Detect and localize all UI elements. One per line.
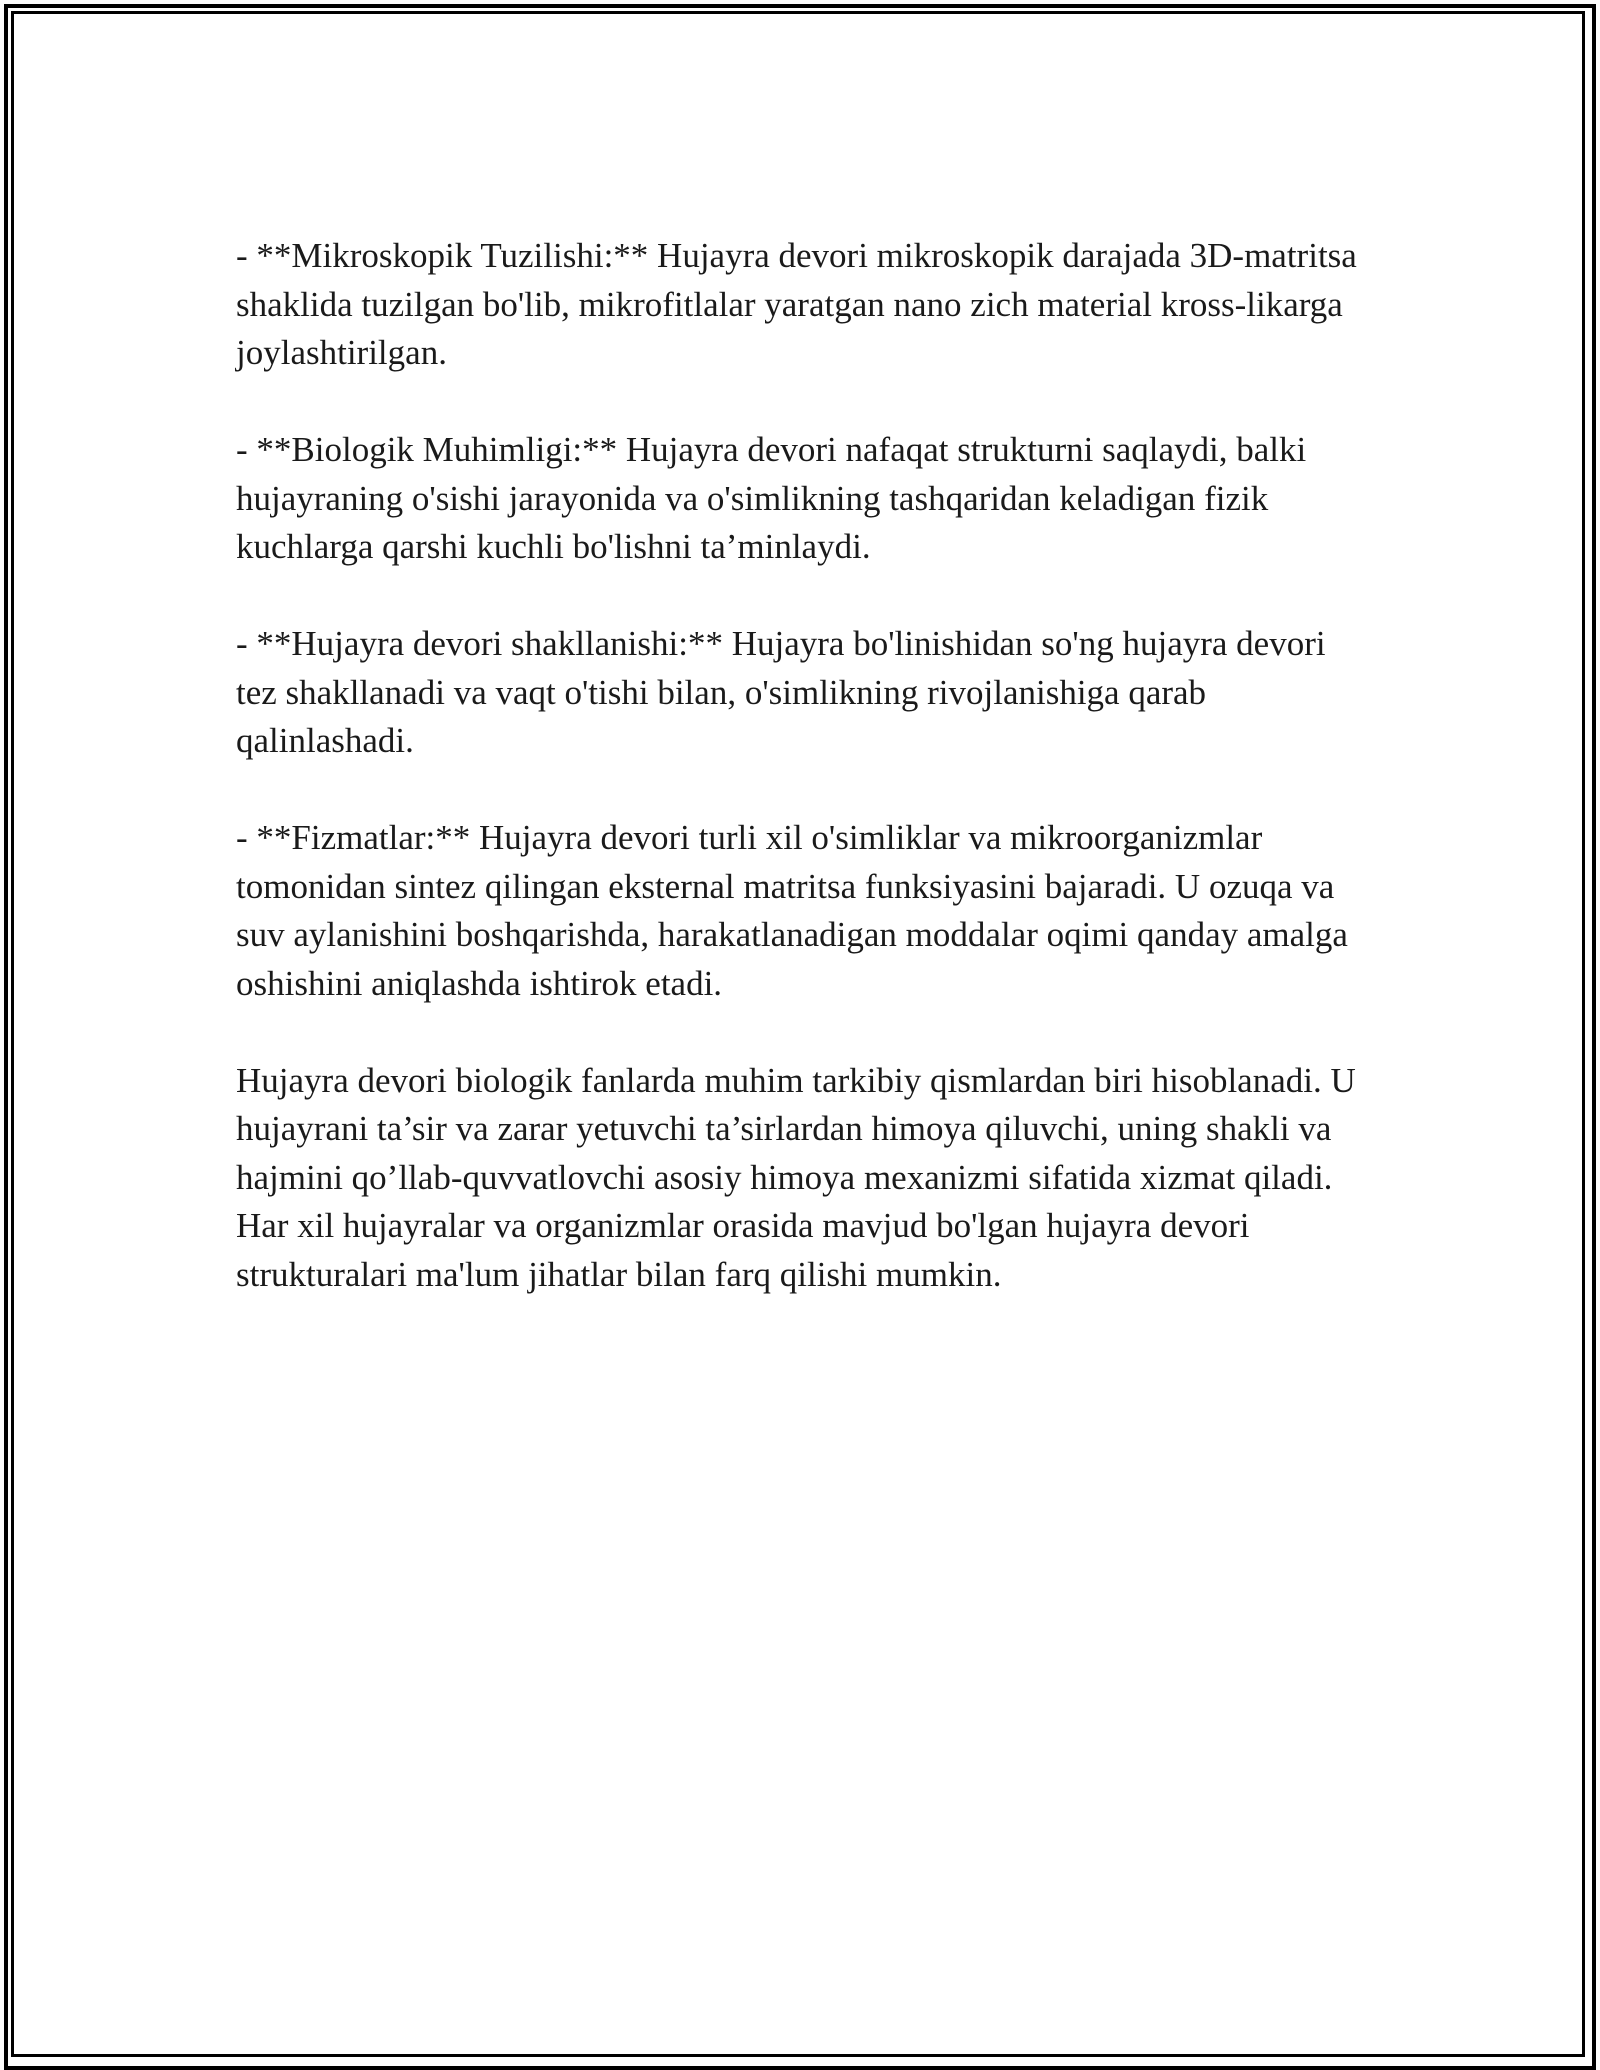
paragraph-functions: - **Fizmatlar:** Hujayra devori turli xil o'simliklar va mikroorganizmlar tomonidan sintez qilingan eksternal matritsa funksiyasini bajaradi. U ozuqa va suv aylanishini boshqarishda, harakatlanadigan moddalar oqimi qanday amalga oshishini aniqlashda ishtirok etadi. [236,818,1348,1003]
paragraph-biological-importance: - **Biologik Muhimligi:** Hujayra devori nafaqat strukturni saqlaydi, balki hujayraning o'sishi jarayonida va o'simlikning tashqaridan keladigan fizik kuchlarga qarshi kuchli bo'lishni ta’minlaydi. [236,430,1307,566]
paragraph-cell-wall-formation: - **Hujayra devori shakllanishi:** Hujayra bo'linishidan so'ng hujayra devori tez shakllanadi va vaqt o'tishi bilan, o'simlikning rivojlanishiga qarab qalinlashadi. [236,624,1326,760]
paragraph-conclusion: Hujayra devori biologik fanlarda muhim tarkibiy qismlardan biri hisoblanadi. U hujayrani ta’sir va zarar yetuvchi ta’sirlardan himoya qiluvchi, uning shakli va hajmini qo’llab-quvvatlovchi asosiy himoya mexanizmi sifatida xizmat qiladi. Har xil hujayralar va organizmlar orasida mavjud bo'lgan hujayra devori strukturalari ma'lum jihatlar bilan farq qilishi mumkin. [236,1060,1356,1294]
document-body [236,232,1366,1348]
paragraph-microscopic-structure: - **Mikroskopik Tuzilishi:** Hujayra devori mikroskopik darajada 3D-matritsa shaklida tuzilgan bo'lib, mikrofitlalar yaratgan nano zich material kross-likarga joylashtirilgan. [236,236,1357,372]
